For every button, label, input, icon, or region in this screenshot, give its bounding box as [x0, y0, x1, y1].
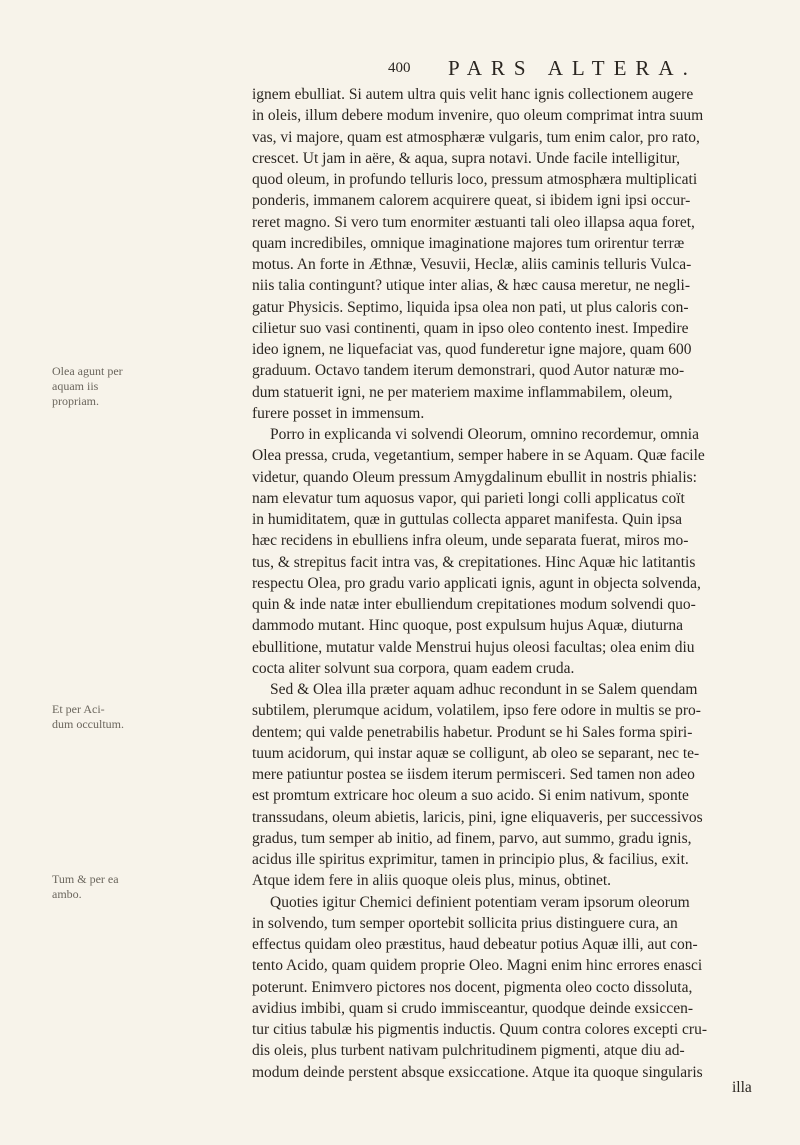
text-line: Sed & Olea illa præter aquam adhuc recondunt in se Salem quendam	[270, 681, 698, 698]
text-line: dammodo mutant. Hinc quoque, post expulsum hujus Aquæ, diuturna	[252, 617, 683, 635]
text-line: dis oleis, plus turbent nativam pulchritudinem pigmenti, atque diu ad-	[252, 1042, 685, 1060]
text-line: tur citius tabulæ his pigmentis inductis. Quum contra colores excepti cru-	[252, 1021, 708, 1038]
text-line: quam incredibiles, omnique imaginatione majores tum orirentur terræ	[252, 234, 685, 252]
text-line: ponderis, immanem calorem acquirere queat, si ibidem igni ipsi occur-	[252, 192, 691, 210]
text-line: Porro in explicanda vi solvendi Oleorum, omnino recordemur, omnia	[270, 426, 699, 443]
text-line: hæc recidens in ebulliens infra oleum, unde separata fuerat, miros mo-	[252, 532, 689, 550]
text-line: reret magno. Si vero tum enormiter æstuanti tali oleo illapsa aqua foret,	[252, 213, 695, 231]
text-line: ignem ebulliat. Si autem ultra quis velit hanc ignis collectionem augere	[252, 86, 694, 103]
text-line: modum deinde perstent absque exsiccatione. Atque ita quoque singularis	[252, 1063, 703, 1081]
margin-note-ambo: Tum & per ea ambo.	[52, 872, 119, 901]
text-line: subtilem, plerumque acidum, volatilem, ipso fere odore in multis se pro-	[252, 702, 701, 720]
running-title: PARS ALTERA.	[448, 56, 697, 80]
text-line: Olea pressa, cruda, vegetantium, semper habere in se Aquam. Quæ facile	[252, 447, 705, 465]
text-line: furere posset in immensum.	[252, 404, 425, 422]
page-number: 400	[388, 60, 411, 76]
margin-note-olea-agunt: Olea agunt per aquam iis propriam.	[52, 364, 123, 408]
text-line: quod oleum, in profundo telluris loco, pressum atmosphæra multiplicati	[252, 171, 698, 188]
text-line: ideo ignem, ne liquefaciat vas, quod funderetur igne majore, quam 600	[252, 341, 692, 358]
text-line: in solvendo, tum semper oportebit sollicita prius distinguere cura, an	[252, 914, 678, 932]
text-line: tuum acidorum, qui instar aquæ se colligunt, ab oleo se separant, nec te-	[252, 744, 700, 762]
text-line: in humiditatem, quæ in guttulas collecta apparet manifesta. Quin ipsa	[252, 511, 683, 528]
text-line: transsudans, oleum abietis, laricis, pini, igne eliquaveris, per successivos	[252, 808, 703, 826]
text-line: niis talia contingunt? utique inter alias, & hæc causa meretur, ne negli-	[252, 277, 690, 295]
text-line: nam elevatur tum aquosus vapor, qui parieti longi colli applicatus coït	[252, 489, 685, 507]
text-line: graduum. Octavo tandem iterum demonstrari, quod Autor naturæ mo-	[252, 362, 685, 380]
text-line: cocta aliter solvunt sua corpora, quam eadem cruda.	[252, 659, 575, 677]
text-line: tus, & strepitus facit intra vas, & crepitationes. Hinc Aquæ hic latitantis	[252, 553, 696, 571]
text-line: effectus quidam oleo præstitus, haud debeatur potius Aquæ illi, aut con-	[252, 936, 698, 953]
text-line: gradus, tum semper ab initio, ad finem, parvo, aut summo, gradu ignis,	[252, 829, 692, 847]
body-text	[252, 84, 787, 1083]
text-line: videtur, quando Oleum pressum Amygdalinum ebullit in nostris phialis:	[252, 468, 697, 486]
text-line: motus. An forte in Æthnæ, Vesuvii, Heclæ, aliis caminis telluris Vulca-	[252, 256, 692, 273]
text-line: acidus ille spiritus exprimitur, tamen in principio plus, & facilius, exit.	[252, 851, 689, 868]
text-line: quin & inde natæ inter ebulliendum crepitationes modum solvendi quo-	[252, 596, 696, 613]
text-line: in oleis, illum debere modum invenire, quo oleum comprimat intra suum	[252, 107, 704, 125]
text-line: gatur Physicis. Septimo, liquida ipsa olea non pati, ut plus caloris con-	[252, 298, 689, 316]
text-line: dum statuerit igni, ne per materiem maxime inflammabilem, oleum,	[252, 383, 673, 401]
text-line: respectu Olea, pro gradu vario applicati ignis, agunt in objecta solvenda,	[252, 574, 701, 592]
text-line: Quoties igitur Chemici definient potentiam veram ipsorum oleorum	[270, 893, 690, 911]
text-line: vas, vi majore, quam est atmosphæræ vulgaris, tum enim calor, pro rato,	[252, 128, 700, 146]
margin-note-acidum: Et per Aci-dum occultum.	[52, 702, 124, 731]
text-line: crescet. Ut jam in aëre, & aqua, supra notavi. Unde facile intelligitur,	[252, 149, 681, 167]
text-line: mere patiuntur postea se iisdem iterum permisceri. Sed tamen non adeo	[252, 766, 695, 783]
text-line: tento Acido, quam quidem proprie Oleo. Magni enim hinc errores enasci	[252, 957, 703, 975]
text-line: est promtum extricare hoc oleum a suo acido. Si enim nativum, sponte	[252, 787, 689, 805]
text-line: ebullitione, mutatur valde Menstrui hujus oleosi facultas; olea enim diu	[252, 638, 695, 656]
text-line: dentem; qui valde penetrabilis habetur. Produnt se hi Sales forma spiri-	[252, 723, 693, 741]
text-line: avidius imbibi, quam si crudo immisceantur, quodque deinde exsiccen-	[252, 999, 694, 1017]
page-header	[388, 56, 768, 86]
catchword: illa	[732, 1079, 752, 1096]
text-line: poterunt. Enimvero pictores nos docent, pigmenta oleo cocto dissoluta,	[252, 978, 693, 996]
text-line: Atque idem fere in aliis quoque oleis plus, minus, obtinet.	[252, 872, 612, 890]
text-line: cilietur suo vasi continenti, quam in ipso oleo contento inest. Impedire	[252, 319, 689, 337]
